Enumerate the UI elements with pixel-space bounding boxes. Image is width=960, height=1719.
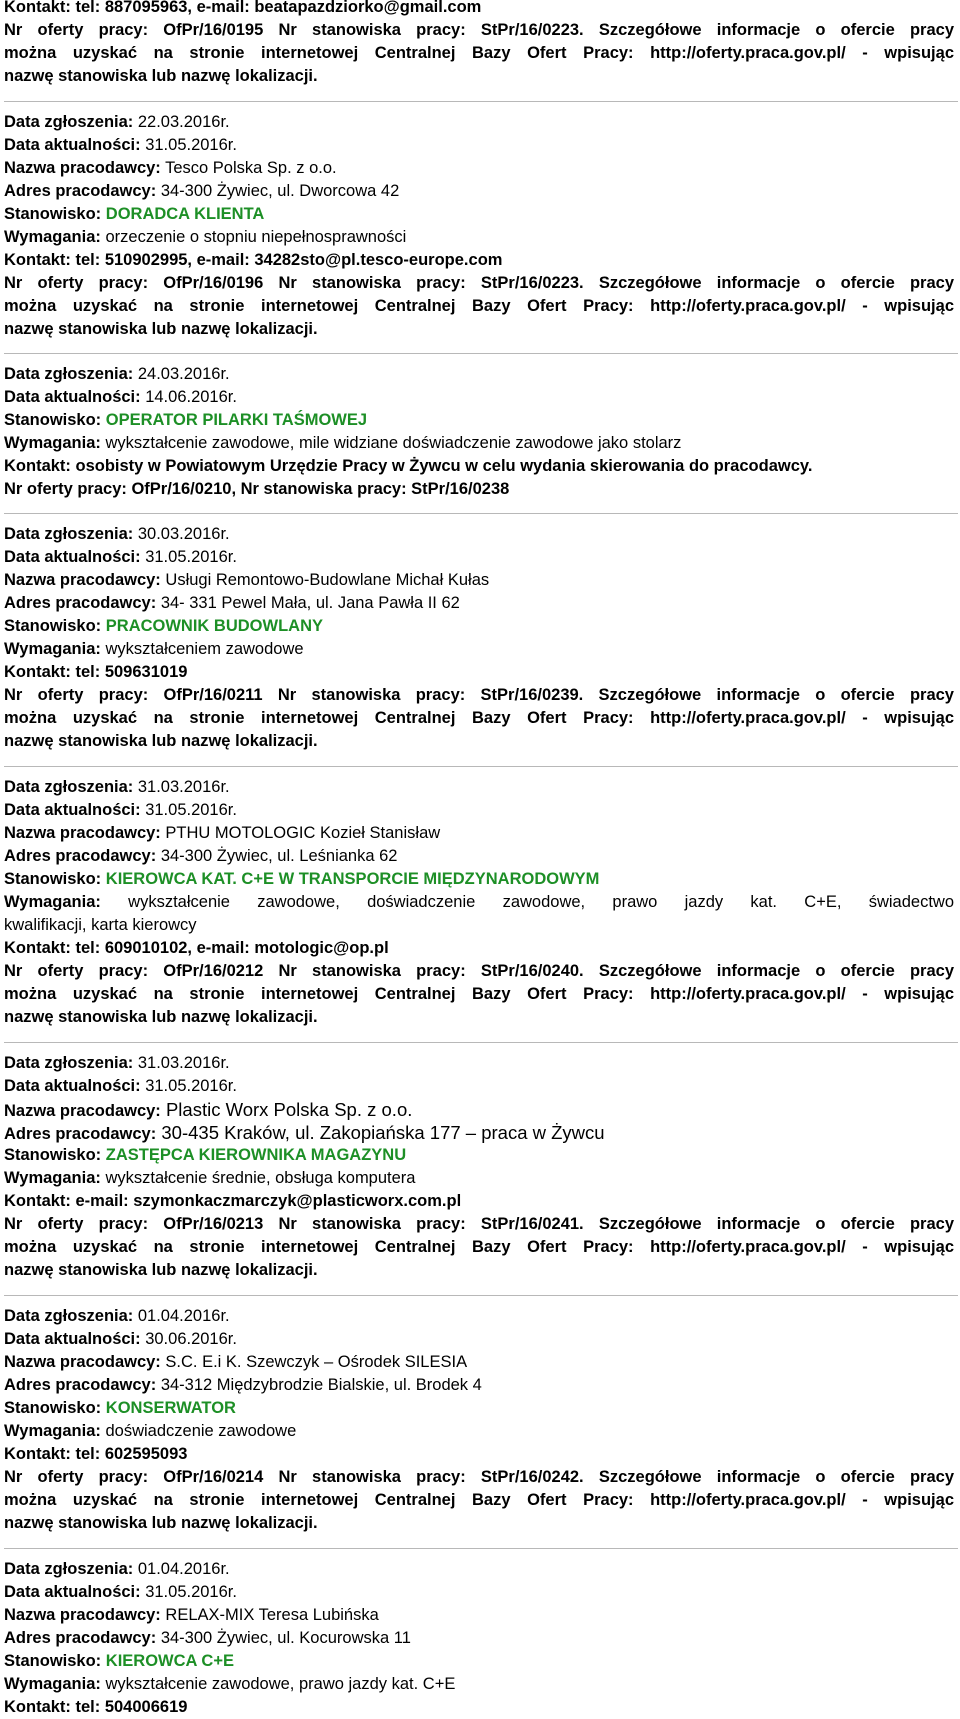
document-line <box>4 1167 954 1190</box>
field-value: 31.05.2016r. <box>140 801 237 819</box>
field-label: Nazwa pracodawcy: <box>4 1606 161 1624</box>
field-value: S.C. E.i K. Szewczyk – Ośrodek SILESIA <box>160 1353 468 1371</box>
document-line <box>4 409 954 432</box>
field-label: Wymagania: <box>4 1169 101 1187</box>
field-label: Wymagania: <box>4 1675 101 1693</box>
field-label: Nazwa pracodawcy: <box>4 1353 161 1371</box>
field-label: Data zgłoszenia: <box>4 1307 134 1325</box>
document-line <box>4 799 954 822</box>
field-label: Wymagania: <box>4 1422 101 1440</box>
job-position: KONSERWATOR <box>101 1399 236 1417</box>
field-label: Wymagania: <box>4 434 101 452</box>
field-label: Nazwa pracodawcy: <box>4 1102 161 1120</box>
field-value: PTHU MOTOLOGIC Kozieł Stanisław <box>160 824 441 842</box>
field-value: 34- 331 Pewel Mała, ul. Jana Pawła II 62 <box>156 594 460 612</box>
document-line <box>4 180 954 203</box>
field-label: Nazwa pracodawcy: <box>4 159 161 177</box>
job-position: PRACOWNIK BUDOWLANY <box>101 617 324 635</box>
field-label: Data zgłoszenia: <box>4 1560 134 1578</box>
document-line <box>4 226 954 249</box>
field-value: 14.06.2016r. <box>140 388 237 406</box>
field-value: 30.03.2016r. <box>133 525 230 543</box>
field-label: Adres pracodawcy: <box>4 182 157 200</box>
document-line <box>4 546 954 569</box>
field-value: 31.03.2016r. <box>133 1054 230 1072</box>
field-label: Wymagania: <box>4 893 101 911</box>
document-line <box>4 868 954 891</box>
document-line <box>4 1650 954 1673</box>
offer-separator <box>4 1295 958 1296</box>
document-line: można uzyskać na stronie internetowej Centralnej Bazy Ofert Pracy: http://oferty.praca.gov.pl/ - wpisując <box>4 709 954 727</box>
job-position: KIEROWCA C+E <box>101 1652 234 1670</box>
document-line <box>4 615 954 638</box>
field-label: Data aktualności: <box>4 388 141 406</box>
field-label: Data aktualności: <box>4 548 141 566</box>
document-line: Kontakt: tel: 509631019 <box>4 663 188 681</box>
field-label: Data aktualności: <box>4 136 141 154</box>
document-line <box>4 569 954 592</box>
field-label: Data zgłoszenia: <box>4 1054 134 1072</box>
document-line <box>4 776 954 799</box>
field-label: Adres pracodawcy: <box>4 594 157 612</box>
field-value: 31.05.2016r. <box>140 548 237 566</box>
field-label: Data aktualności: <box>4 801 141 819</box>
document-line <box>4 203 954 226</box>
field-label: Adres pracodawcy: <box>4 1376 157 1394</box>
document-line: Nr oferty pracy: OfPr/16/0196 Nr stanowiska pracy: StPr/16/0223. Szczegółowe informacje o ofercie pracy <box>4 274 954 292</box>
document-line <box>4 592 954 615</box>
document-line <box>4 1305 954 1328</box>
field-label: Data zgłoszenia: <box>4 365 134 383</box>
offer-separator <box>4 1042 958 1043</box>
document-line <box>4 1397 954 1420</box>
field-value: 34-300 Żywiec, ul. Kocurowska 11 <box>156 1629 411 1647</box>
field-value: Tesco Polska Sp. z o.o. <box>160 159 337 177</box>
document-line <box>4 386 954 409</box>
field-value: wykształcenie średnie, obsługa komputera <box>100 1169 416 1187</box>
document-line: kwalifikacji, karta kierowcy <box>4 916 197 934</box>
field-label: Data zgłoszenia: <box>4 778 134 796</box>
document-line <box>4 638 954 661</box>
document-line: Nr oferty pracy: OfPr/16/0212 Nr stanowiska pracy: StPr/16/0240. Szczegółowe informacje o ofercie pracy <box>4 962 954 980</box>
document-line: Kontakt: e-mail: szymonkaczmarczyk@plasticworx.com.pl <box>4 1192 462 1210</box>
job-position: ZASTĘPCA KIEROWNIKA MAGAZYNU <box>101 1146 407 1164</box>
field-label: Data aktualności: <box>4 1330 141 1348</box>
document-line: nazwę stanowiska lub nazwę lokalizacji. <box>4 1008 318 1026</box>
document-line: Kontakt: tel: 609010102, e-mail: motologic@op.pl <box>4 939 389 957</box>
document-line <box>4 1121 954 1144</box>
document-line <box>4 134 954 157</box>
document-line <box>4 1052 954 1075</box>
document-line <box>4 1374 954 1397</box>
field-value: Plastic Worx Polska Sp. z o.o. <box>160 1099 413 1120</box>
document-line <box>4 1581 954 1604</box>
document-line <box>4 432 954 455</box>
document-line <box>4 523 954 546</box>
document-line: nazwę stanowiska lub nazwę lokalizacji. <box>4 67 318 85</box>
document-line <box>4 1604 954 1627</box>
document-line: Nr oferty pracy: OfPr/16/0210, Nr stanowiska pracy: StPr/16/0238 <box>4 480 510 498</box>
field-label: Stanowisko: <box>4 205 102 223</box>
field-label: Stanowisko: <box>4 1652 102 1670</box>
document-line <box>4 1351 954 1374</box>
document-line <box>4 1420 954 1443</box>
field-value: 01.04.2016r. <box>133 1307 230 1325</box>
field-value: wykształceniem zawodowe <box>100 640 304 658</box>
field-label: Stanowisko: <box>4 1399 102 1417</box>
field-value: 30.06.2016r. <box>140 1330 237 1348</box>
document-line: można uzyskać na stronie internetowej Centralnej Bazy Ofert Pracy: http://oferty.praca.gov.pl/ - wpisując <box>4 1491 954 1509</box>
offer-separator <box>4 101 958 102</box>
field-label: Adres pracodawcy: <box>4 1629 157 1647</box>
field-value: 34-300 Żywiec, ul. Leśnianka 62 <box>156 847 398 865</box>
document-line: Nr oferty pracy: OfPr/16/0214 Nr stanowiska pracy: StPr/16/0242. Szczegółowe informacje o ofercie pracy <box>4 1468 954 1486</box>
field-label: Stanowisko: <box>4 617 102 635</box>
document-line: nazwę stanowiska lub nazwę lokalizacji. <box>4 320 318 338</box>
field-label: Data aktualności: <box>4 1583 141 1601</box>
field-label: Adres pracodawcy: <box>4 847 157 865</box>
field-value: 24.03.2016r. <box>133 365 230 383</box>
document-line: można uzyskać na stronie internetowej Centralnej Bazy Ofert Pracy: http://oferty.praca.gov.pl/ - wpisując <box>4 297 954 315</box>
field-label: Data aktualności: <box>4 1077 141 1095</box>
document-line: Kontakt: osobisty w Powiatowym Urzędzie Pracy w Żywcu w celu wydania skierowania do pracodawcy. <box>4 457 813 475</box>
field-value: orzeczenie o stopniu niepełnosprawności <box>100 228 407 246</box>
field-value: 31.03.2016r. <box>133 778 230 796</box>
document-line: Kontakt: tel: 510902995, e-mail: 34282sto@pl.tesco-europe.com <box>4 251 503 269</box>
document-line <box>4 111 954 134</box>
field-value: doświadczenie zawodowe <box>100 1422 297 1440</box>
document-line: Kontakt: tel: 602595093 <box>4 1445 188 1463</box>
field-value: 34-312 Międzybrodzie Bialskie, ul. Brodek 4 <box>156 1376 482 1394</box>
field-label: Stanowisko: <box>4 1146 102 1164</box>
field-value: 31.05.2016r. <box>140 136 237 154</box>
document-line <box>4 1627 954 1650</box>
document-line <box>4 845 954 868</box>
document-line <box>4 1144 954 1167</box>
document-line: Nr oferty pracy: OfPr/16/0211 Nr stanowiska pracy: StPr/16/0239. Szczegółowe informacje o ofercie pracy <box>4 686 954 704</box>
document-line <box>4 1075 954 1098</box>
document-line <box>4 157 954 180</box>
field-value: 30-435 Kraków, ul. Zakopiańska 177 – praca w Żywcu <box>156 1122 605 1143</box>
offer-separator <box>4 353 958 354</box>
field-value: 01.04.2016r. <box>133 1560 230 1578</box>
job-position: DORADCA KLIENTA <box>101 205 265 223</box>
field-value: 34-300 Żywiec, ul. Dworcowa 42 <box>156 182 400 200</box>
field-label: Data zgłoszenia: <box>4 525 134 543</box>
document-line: Kontakt: tel: 504006619 <box>4 1698 188 1716</box>
document-line <box>4 822 954 845</box>
document-line <box>4 363 954 386</box>
field-value: 22.03.2016r. <box>133 113 230 131</box>
field-label: Adres pracodawcy: <box>4 1125 157 1143</box>
field-label: Stanowisko: <box>4 870 102 888</box>
field-value: wykształcenie zawodowe, prawo jazdy kat. C+E <box>100 1675 456 1693</box>
document-line: Nr oferty pracy: OfPr/16/0195 Nr stanowiska pracy: StPr/16/0223. Szczegółowe informacje o ofercie pracy <box>4 21 954 39</box>
document-line: nazwę stanowiska lub nazwę lokalizacji. <box>4 1514 318 1532</box>
field-value: wykształcenie zawodowe, mile widziane doświadczenie zawodowe jako stolarz <box>100 434 682 452</box>
document-line: można uzyskać na stronie internetowej Centralnej Bazy Ofert Pracy: http://oferty.praca.gov.pl/ - wpisując <box>4 44 954 62</box>
field-label: Wymagania: <box>4 640 101 658</box>
field-value: RELAX-MIX Teresa Lubińska <box>160 1606 379 1624</box>
document-line: Kontakt: tel: 887095963, e-mail: beatapazdziorko@gmail.com <box>4 0 482 16</box>
document-line: nazwę stanowiska lub nazwę lokalizacji. <box>4 732 318 750</box>
job-position: OPERATOR PILARKI TAŚMOWEJ <box>101 411 368 429</box>
document-line: można uzyskać na stronie internetowej Centralnej Bazy Ofert Pracy: http://oferty.praca.gov.pl/ - wpisując <box>4 985 954 1003</box>
field-value: 31.05.2016r. <box>140 1077 237 1095</box>
offer-separator <box>4 1548 958 1549</box>
job-position: KIEROWCA KAT. C+E W TRANSPORCIE MIĘDZYNARODOWYM <box>101 870 600 888</box>
field-label: Data zgłoszenia: <box>4 113 134 131</box>
document-line <box>4 1098 954 1121</box>
document-line <box>4 1673 954 1696</box>
field-label: Nazwa pracodawcy: <box>4 571 161 589</box>
document-line: Nr oferty pracy: OfPr/16/0213 Nr stanowiska pracy: StPr/16/0241. Szczegółowe informacje o ofercie pracy <box>4 1215 954 1233</box>
field-value: Usługi Remontowo-Budowlane Michał Kułas <box>160 571 490 589</box>
document-line <box>4 1328 954 1351</box>
document-line <box>4 1558 954 1581</box>
field-label: Wymagania: <box>4 228 101 246</box>
field-label: Stanowisko: <box>4 411 102 429</box>
offer-separator <box>4 513 958 514</box>
document-line: można uzyskać na stronie internetowej Centralnej Bazy Ofert Pracy: http://oferty.praca.gov.pl/ - wpisując <box>4 1238 954 1256</box>
document-line <box>4 891 954 914</box>
field-value: wykształcenie zawodowe, doświadczenie zawodowe, prawo jazdy kat. C+E, świadectwo <box>100 893 954 911</box>
offer-separator <box>4 766 958 767</box>
field-label: Nazwa pracodawcy: <box>4 824 161 842</box>
document-line: nazwę stanowiska lub nazwę lokalizacji. <box>4 1261 318 1279</box>
field-value: 31.05.2016r. <box>140 1583 237 1601</box>
